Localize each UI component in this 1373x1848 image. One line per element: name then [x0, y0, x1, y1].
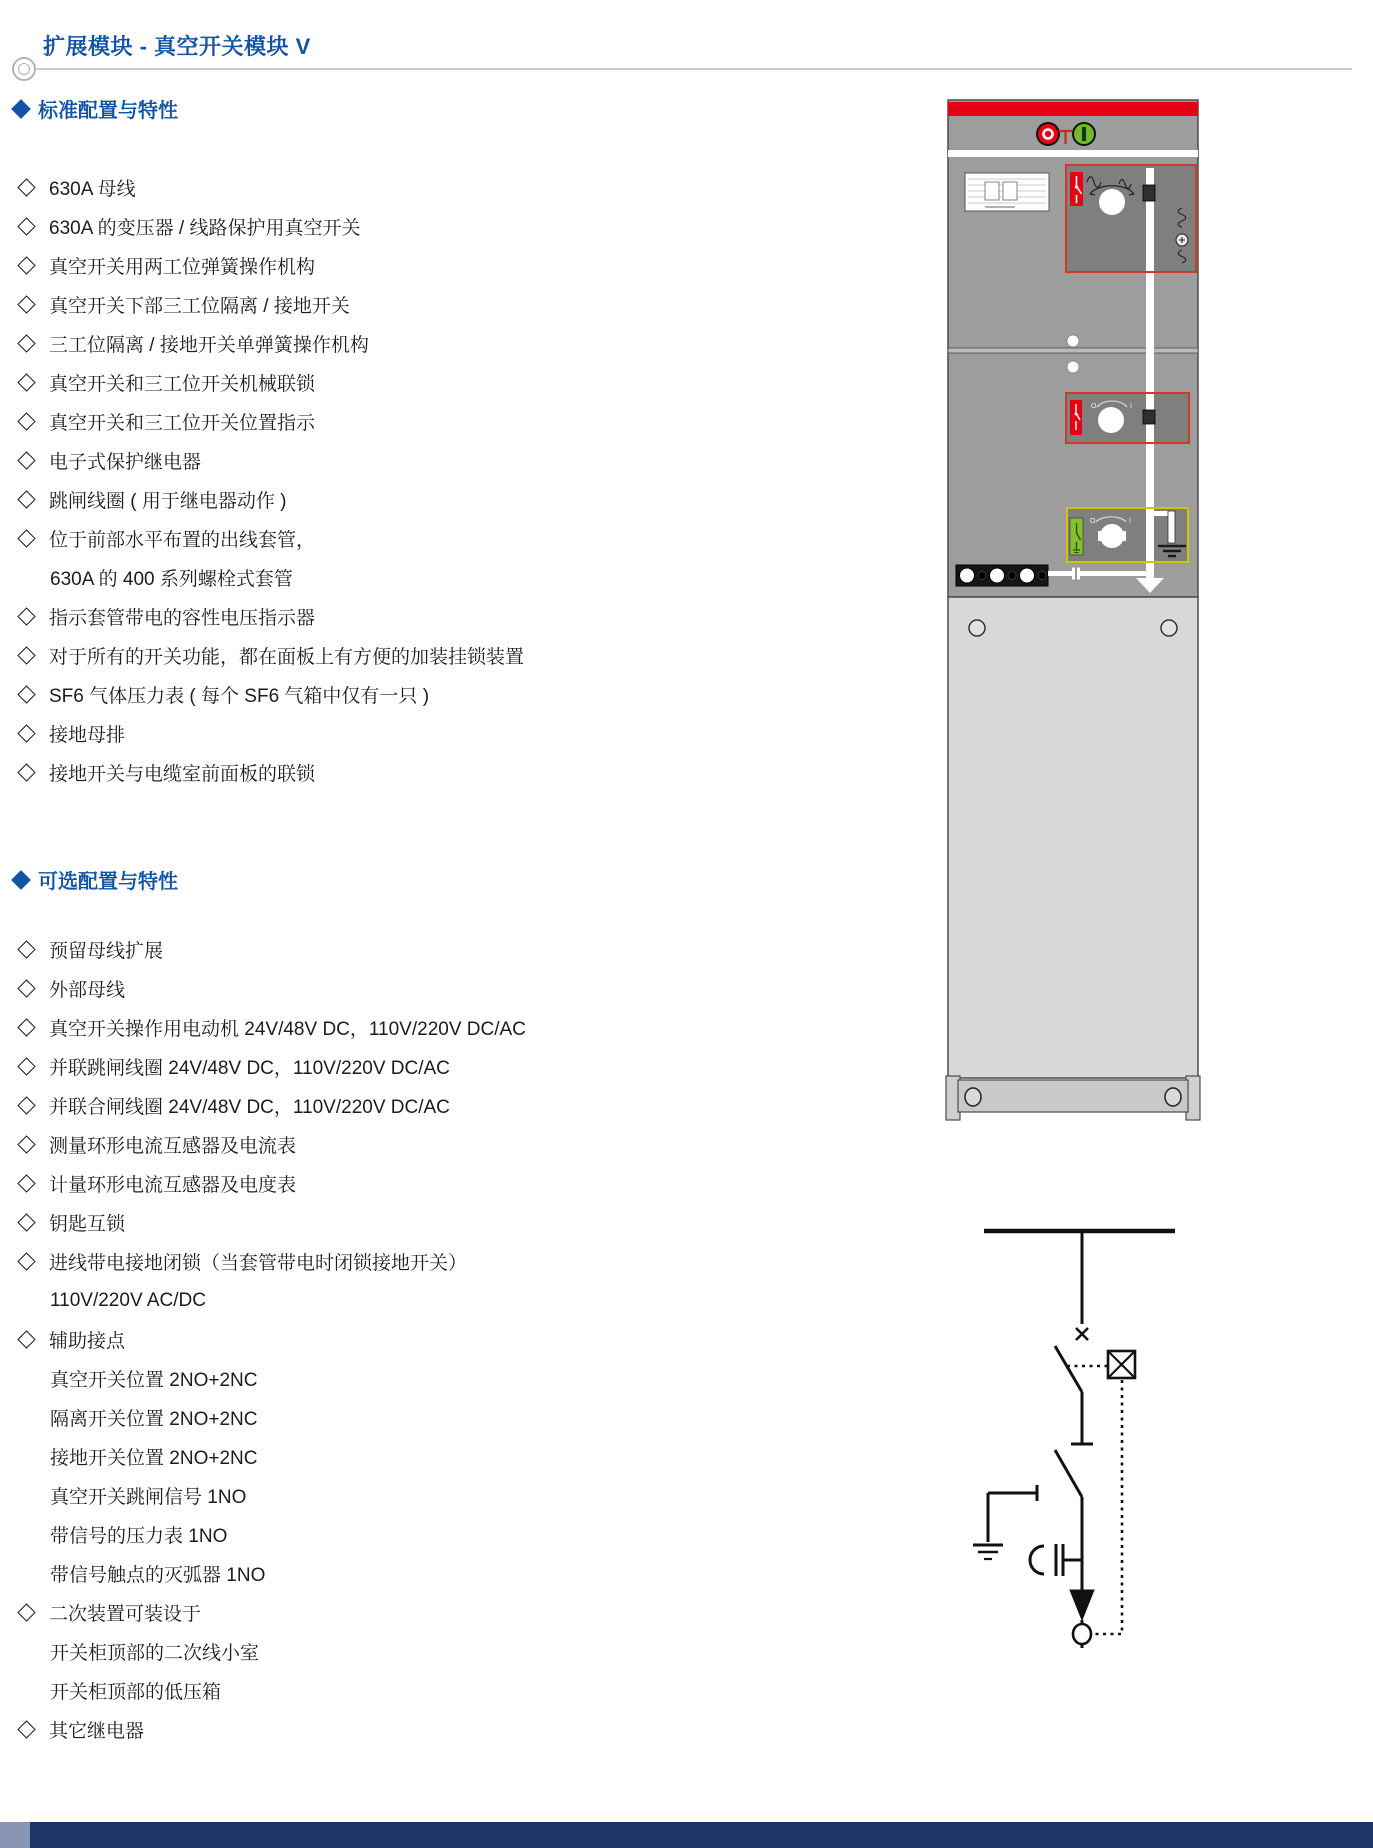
- list-item-label: 带信号触点的灭弧器 1NO: [50, 1565, 266, 1586]
- list-item: [14, 1281, 714, 1320]
- list-item: [14, 714, 714, 753]
- diamond-bullet-icon: [17, 1057, 35, 1075]
- list-item: [14, 519, 714, 558]
- section-heading-optional: [14, 865, 178, 894]
- list-item: [14, 930, 714, 969]
- list-item-label: 电子式保护继电器: [49, 452, 202, 473]
- list-item: [14, 1554, 714, 1593]
- list-item: [14, 402, 714, 441]
- list-item-label: 110V/220V AC/DC: [50, 1289, 206, 1311]
- diamond-icon: [11, 870, 31, 890]
- diamond-bullet-icon: [17, 529, 35, 547]
- three-position-switch-symbol: [1055, 1450, 1082, 1497]
- list-item-label: 真空开关跳闸信号 1NO: [50, 1487, 247, 1508]
- list-item: [14, 480, 714, 519]
- list-item-label: 开关柜顶部的二次线小室: [50, 1643, 260, 1664]
- list-item: [14, 675, 714, 714]
- list-item: [14, 285, 714, 324]
- svg-text:O: O: [1090, 518, 1096, 525]
- list-item-label: 对于所有的开关功能，都在面板上有方便的加装挂锁装置: [49, 647, 525, 668]
- list-item-label: 其它继电器: [49, 1721, 145, 1742]
- trip-circuit-dotted-line: [1093, 1380, 1122, 1634]
- page-title: 扩展模块 - 真空开关模块 V: [43, 34, 311, 59]
- diamond-bullet-icon: [17, 646, 35, 664]
- list-item-label: 辅助接点: [49, 1331, 126, 1352]
- diamond-bullet-icon: [17, 1252, 35, 1270]
- list-item: [14, 558, 714, 597]
- footer-bar: [0, 1822, 1373, 1848]
- standard-feature-list: [14, 168, 714, 792]
- drive-shaft: [1143, 410, 1155, 424]
- footer-accent-chip: [0, 1822, 30, 1848]
- diamond-bullet-icon: [17, 412, 35, 430]
- list-item: [14, 1515, 714, 1554]
- top-red-bar: [948, 102, 1198, 116]
- list-item-label: 630A 的 400 系列螺栓式套管: [50, 569, 293, 590]
- list-item: [14, 441, 714, 480]
- panel-hole-left: [969, 620, 985, 636]
- list-item-label: 指示套管带电的容性电压指示器: [49, 608, 316, 629]
- list-item: [14, 1398, 714, 1437]
- list-item-label: 并联跳闸线圈 24V/48V DC，110V/220V DC/AC: [49, 1058, 450, 1079]
- list-item: [14, 1593, 714, 1632]
- list-item: [14, 1671, 714, 1710]
- diamond-bullet-icon: [17, 295, 35, 313]
- svg-text:I: I: [1130, 403, 1132, 410]
- diamond-bullet-icon: [17, 1018, 35, 1036]
- diamond-bullet-icon: [17, 217, 35, 235]
- diamond-bullet-icon: [17, 256, 35, 274]
- list-item: [14, 1476, 714, 1515]
- switchgear-figure: [940, 90, 1373, 1650]
- list-item-label: 接地母排: [49, 725, 126, 746]
- diamond-bullet-icon: [17, 979, 35, 997]
- diamond-bullet-icon: [17, 1174, 35, 1192]
- panel-hole-right: [1161, 620, 1177, 636]
- list-item-label: 630A 母线: [49, 179, 136, 200]
- diamond-bullet-icon: [17, 607, 35, 625]
- list-item: [14, 1086, 714, 1125]
- list-item: [14, 1203, 714, 1242]
- list-item-label: 真空开关和三工位开关机械联锁: [49, 374, 316, 395]
- list-item-label: 跳闸线圈 ( 用于继电器动作 ): [49, 491, 287, 512]
- list-item: [14, 1164, 714, 1203]
- indicator-dot: [1067, 335, 1079, 347]
- cable-termination: [1073, 1624, 1091, 1644]
- list-item: [14, 1437, 714, 1476]
- diamond-bullet-icon: [17, 763, 35, 781]
- list-item-label: 接地开关与电缆室前面板的联锁: [49, 764, 316, 785]
- on-button: [1073, 123, 1095, 145]
- section-heading-standard: [14, 94, 178, 123]
- base-hole-left: [965, 1088, 981, 1106]
- section-heading-label: 可选配置与特性: [38, 871, 178, 893]
- svg-text:I: I: [1129, 518, 1131, 525]
- list-item: [14, 1125, 714, 1164]
- list-item: [14, 1632, 714, 1671]
- list-item-label: 隔离开关位置 2NO+2NC: [50, 1409, 258, 1430]
- list-item: [14, 969, 714, 1008]
- diamond-bullet-icon: [17, 1213, 35, 1231]
- base-hole-right: [1165, 1088, 1181, 1106]
- list-item-label: 并联合闸线圈 24V/48V DC，110V/220V DC/AC: [49, 1097, 450, 1118]
- list-item-label: 测量环形电流互感器及电流表: [49, 1136, 297, 1157]
- list-item: [14, 207, 714, 246]
- list-item: [14, 1047, 714, 1086]
- list-item-label: 630A 的变压器 / 线路保护用真空开关: [49, 218, 361, 239]
- list-item-label: 真空开关位置 2NO+2NC: [50, 1370, 258, 1391]
- list-item: [14, 636, 714, 675]
- drive-shaft: [1143, 185, 1155, 201]
- list-item-label: 计量环形电流互感器及电度表: [49, 1175, 297, 1196]
- switch-cross-mark: [1076, 1328, 1088, 1340]
- list-item-label: 三工位隔离 / 接地开关单弹簧操作机构: [49, 335, 369, 356]
- diamond-bullet-icon: [17, 724, 35, 742]
- diamond-bullet-icon: [17, 940, 35, 958]
- rating-nameplate: [965, 173, 1049, 211]
- diamond-bullet-icon: [17, 1720, 35, 1738]
- diamond-bullet-icon: [17, 685, 35, 703]
- list-item-label: 真空开关下部三工位隔离 / 接地开关: [49, 296, 350, 317]
- diamond-bullet-icon: [17, 1330, 35, 1348]
- compartment-divider: [948, 348, 1198, 353]
- cable-bushing-arrow: [1070, 1590, 1094, 1620]
- cabinet-base: [946, 1076, 1200, 1120]
- diamond-bullet-icon: [17, 451, 35, 469]
- off-button: [1037, 123, 1059, 145]
- list-item-label: 接地开关位置 2NO+2NC: [50, 1448, 258, 1469]
- list-item-label: 外部母线: [49, 980, 126, 1001]
- decorative-ring-icon: [12, 57, 36, 81]
- optional-feature-list: [14, 930, 714, 1749]
- section-heading-label: 标准配置与特性: [38, 100, 178, 122]
- diamond-bullet-icon: [17, 178, 35, 196]
- list-item-label: 二次装置可装设于: [49, 1604, 202, 1625]
- disconnector-panel: [1066, 393, 1189, 443]
- capacitive-indicator-symbol: [1030, 1544, 1082, 1576]
- single-line-diagram: [973, 1231, 1175, 1648]
- list-item: [14, 1242, 714, 1281]
- list-item-label: 真空开关操作用电动机 24V/48V DC，110V/220V DC/AC: [49, 1019, 526, 1040]
- title-divider: [36, 68, 1352, 70]
- list-item-label: 预留母线扩展: [49, 941, 164, 962]
- cabinet-front-view: [946, 100, 1200, 1120]
- list-item: [14, 1359, 714, 1398]
- list-item: [14, 168, 714, 207]
- switchgear-svg: [940, 90, 1373, 1650]
- operating-shaft-port: [1098, 407, 1124, 433]
- list-item-label: 位于前部水平布置的出线套管，: [49, 530, 316, 551]
- diamond-bullet-icon: [17, 1603, 35, 1621]
- diamond-bullet-icon: [17, 373, 35, 391]
- list-item: [14, 1710, 714, 1749]
- svg-text:O: O: [1091, 403, 1097, 410]
- vacuum-switch-panel: [1066, 165, 1196, 272]
- list-item-label: 钥匙互锁: [49, 1214, 126, 1235]
- bushing-strip: [956, 565, 1048, 586]
- diamond-bullet-icon: [17, 490, 35, 508]
- list-item-label: 真空开关用两工位弹簧操作机构: [49, 257, 316, 278]
- diamond-bullet-icon: [17, 334, 35, 352]
- vacuum-switch-symbol: [1055, 1346, 1082, 1392]
- list-item: [14, 1320, 714, 1359]
- list-item-label: 开关柜顶部的低压箱: [50, 1682, 222, 1703]
- list-item: [14, 324, 714, 363]
- diamond-icon: [11, 99, 31, 119]
- list-item-label: 带信号的压力表 1NO: [50, 1526, 228, 1547]
- diamond-bullet-icon: [17, 1096, 35, 1114]
- indicator-dot: [1067, 361, 1079, 373]
- list-item: [14, 1008, 714, 1047]
- earthing-branch: [973, 1485, 1037, 1559]
- list-item-label: 真空开关和三工位开关位置指示: [49, 413, 316, 434]
- list-item: [14, 597, 714, 636]
- list-item: [14, 363, 714, 402]
- operating-shaft-port: [1099, 189, 1125, 215]
- list-item: [14, 753, 714, 792]
- list-item-label: SF6 气体压力表 ( 每个 SF6 气箱中仅有一只 ): [49, 686, 430, 707]
- list-item-label: 进线带电接地闭锁（当套管带电时闭锁接地开关）: [49, 1253, 468, 1274]
- diamond-bullet-icon: [17, 1135, 35, 1153]
- list-item: [14, 246, 714, 285]
